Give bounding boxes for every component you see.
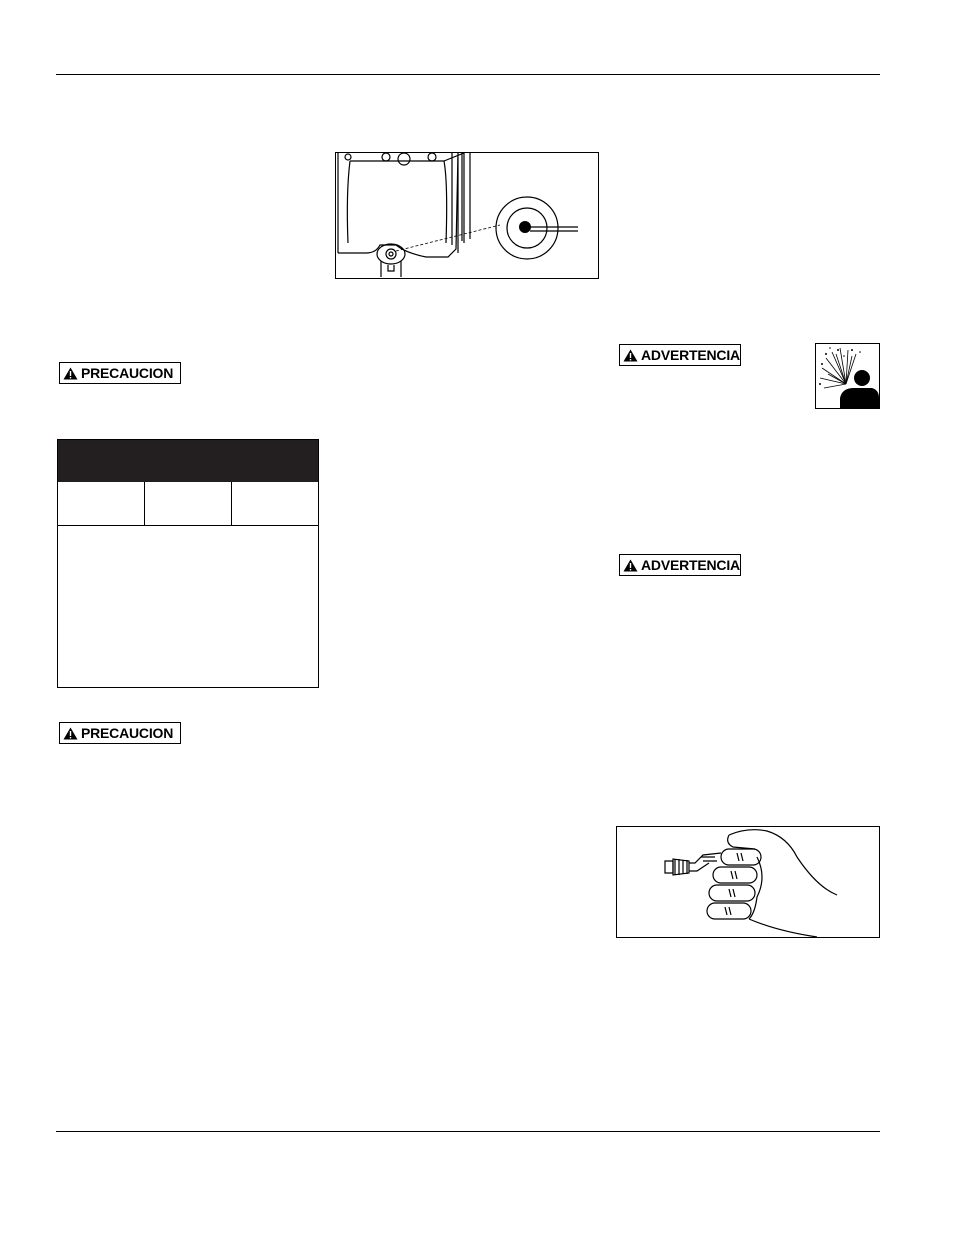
pump-plug-illustration (335, 152, 599, 279)
advertencia-label-1 (619, 344, 741, 366)
advertencia-label-2 (619, 554, 741, 576)
precaucion-text-2: PRECAUCION (81, 725, 174, 741)
precaucion-label-1 (59, 362, 181, 384)
table-column-headers (58, 482, 318, 526)
specification-table (57, 439, 319, 688)
warning-triangle-icon (63, 367, 78, 380)
advertencia-text-1: ADVERTENCIA (641, 347, 740, 363)
header-rule (56, 74, 880, 75)
warning-triangle-icon (623, 559, 638, 572)
table-column-1 (58, 482, 145, 525)
hand-holding-nozzle-illustration (616, 826, 880, 938)
warning-triangle-icon (623, 349, 638, 362)
table-header (58, 440, 318, 482)
precaucion-text-1: PRECAUCION (81, 365, 174, 381)
high-pressure-spray-hazard-icon (815, 343, 880, 409)
advertencia-text-2: ADVERTENCIA (641, 557, 740, 573)
footer-rule (56, 1131, 880, 1132)
table-column-3 (232, 482, 318, 525)
table-column-2 (145, 482, 232, 525)
precaucion-label-2 (59, 722, 181, 744)
warning-triangle-icon (63, 727, 78, 740)
